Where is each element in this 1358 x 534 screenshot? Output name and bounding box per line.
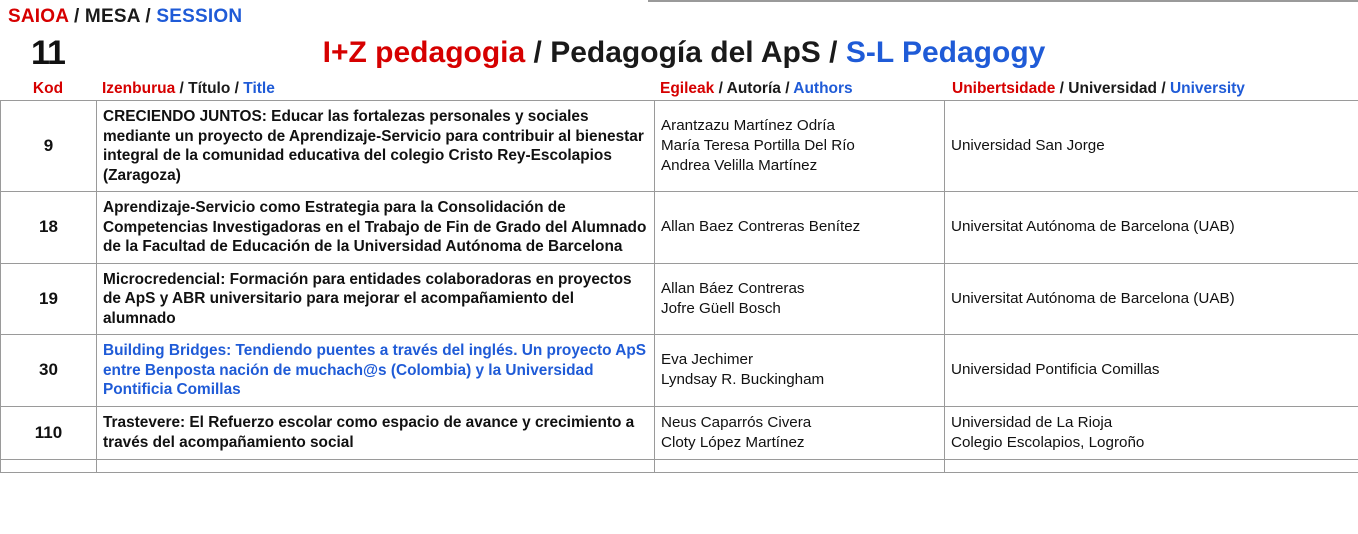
page-title-spanish: Pedagogía del ApS — [550, 36, 821, 69]
author-line: Andrea Velilla Martínez — [661, 157, 818, 174]
session-number: 11 — [31, 34, 65, 72]
cell-code: 18 — [1, 192, 97, 264]
table-row — [1, 335, 1358, 407]
university-line: Colegio Escolapios, Logroño — [951, 433, 1145, 451]
page-title-separator-1: / — [533, 36, 542, 69]
author-line: Cloty López Martínez — [661, 433, 805, 451]
column-header-authors-english: Authors — [793, 80, 853, 97]
column-header-authors-spanish: Autoría — [726, 80, 781, 97]
cell-title: Aprendizaje-Servicio como Estrategia para la Consolidación de Competencias Investigadoras en el Trabajo de Fin de Grado del Alumnado de la Facultad de Educación de la Universidad Autónoma de Barcelona — [97, 192, 655, 264]
cell-authors — [655, 101, 945, 192]
cell-code — [1, 459, 97, 472]
cell-title: Building Bridges: Tendiendo puentes a través del inglés. Un proyecto ApS entre Benposta nación de muchach@s (Colombia) y la Universidad Pontificia Comillas — [97, 335, 655, 407]
cell-code: 30 — [1, 335, 97, 407]
author-line: Allan Báez Contreras — [661, 279, 805, 297]
breadcrumb-item-session: SESSION — [156, 6, 243, 27]
author-line: Arantzazu Martínez Odría — [661, 117, 835, 134]
cell-authors — [655, 335, 945, 407]
column-header-university-separator-1: / — [1059, 80, 1064, 97]
column-header-authors-basque: Egileak — [660, 80, 715, 97]
author-line: Allan Baez Contreras Benítez — [661, 218, 861, 236]
page-title-separator-2: / — [829, 36, 838, 69]
university-line: Universidad San Jorge — [951, 137, 1105, 154]
cell-university — [945, 459, 1358, 472]
column-header-authors — [654, 80, 944, 98]
university-line: Universidad de La Rioja — [951, 413, 1113, 431]
column-header-university-spanish: Universidad — [1068, 80, 1158, 97]
table-row-partial — [1, 459, 1358, 472]
table-row — [1, 192, 1358, 264]
university-line: Universitat Autónoma de Barcelona (UAB) — [951, 289, 1235, 307]
breadcrumb-item-saioa: SAIOA — [8, 6, 69, 27]
table-row — [1, 263, 1358, 335]
breadcrumb-separator-1: / — [73, 6, 80, 27]
cell-title: Microcredencial: Formación para entidades colaboradoras en proyectos de ApS y ABR universitario para mejorar el acompañamiento del alumnado — [97, 263, 655, 335]
column-header-title-separator-2: / — [234, 80, 239, 97]
column-header-university — [944, 80, 1358, 98]
author-line: Lyndsay R. Buckingham — [661, 371, 825, 389]
university-line: Universitat Autónoma de Barcelona (UAB) — [951, 218, 1235, 236]
column-header-title-english: Title — [243, 80, 275, 97]
column-header-code: Kod — [32, 80, 64, 97]
table-top-border-artifact — [648, 0, 1358, 2]
cell-code: 9 — [1, 101, 97, 192]
cell-code: 19 — [1, 263, 97, 335]
page-title-english: S-L Pedagogy — [845, 36, 1046, 69]
author-line: Eva Jechimer — [661, 351, 754, 369]
cell-university — [945, 406, 1358, 459]
cell-title — [97, 459, 655, 472]
breadcrumb-item-mesa: MESA — [84, 6, 140, 27]
cell-authors — [655, 263, 945, 335]
cell-university — [945, 192, 1358, 264]
university-line: Universidad Pontificia Comillas — [951, 361, 1160, 379]
cell-university — [945, 263, 1358, 335]
author-line: Jofre Güell Bosch — [661, 299, 781, 317]
column-header-authors-separator-2: / — [785, 80, 790, 97]
column-header-university-separator-2: / — [1161, 80, 1166, 97]
column-header-title-separator-1: / — [179, 80, 184, 97]
cell-university — [945, 335, 1358, 407]
page-title — [96, 36, 1358, 70]
page-title-basque: I+Z pedagogia — [322, 36, 526, 69]
breadcrumb-separator-2: / — [145, 6, 151, 27]
session-title-row — [0, 30, 1358, 76]
sessions-table — [0, 100, 1358, 473]
table-row — [1, 101, 1358, 192]
cell-title: Trastevere: El Refuerzo escolar como espacio de avance y crecimiento a través del acompañamiento social — [97, 406, 655, 459]
table-row — [1, 406, 1358, 459]
column-header-title — [96, 80, 654, 98]
cell-university — [945, 101, 1358, 192]
column-header-university-basque: Unibertsidade — [952, 80, 1056, 97]
column-header-university-english: University — [1169, 80, 1245, 97]
cell-authors — [655, 192, 945, 264]
column-header-title-basque: Izenburua — [102, 80, 176, 97]
column-header-title-spanish: Título — [188, 80, 231, 97]
author-line: María Teresa Portilla Del Río — [661, 137, 855, 154]
column-headers — [0, 76, 1358, 100]
table-body — [1, 101, 1358, 473]
column-header-authors-separator-1: / — [718, 80, 723, 97]
breadcrumb — [0, 0, 1358, 28]
author-line: Neus Caparrós Civera — [661, 413, 812, 431]
cell-authors — [655, 459, 945, 472]
cell-code: 110 — [1, 406, 97, 459]
cell-authors — [655, 406, 945, 459]
cell-title: CRECIENDO JUNTOS: Educar las fortalezas personales y sociales mediante un proyecto de Aprendizaje-Servicio para contribuir al bienestar integral de la comunidad educativa del colegio Cristo Rey-Escolapios (Zaragoza) — [97, 101, 655, 192]
